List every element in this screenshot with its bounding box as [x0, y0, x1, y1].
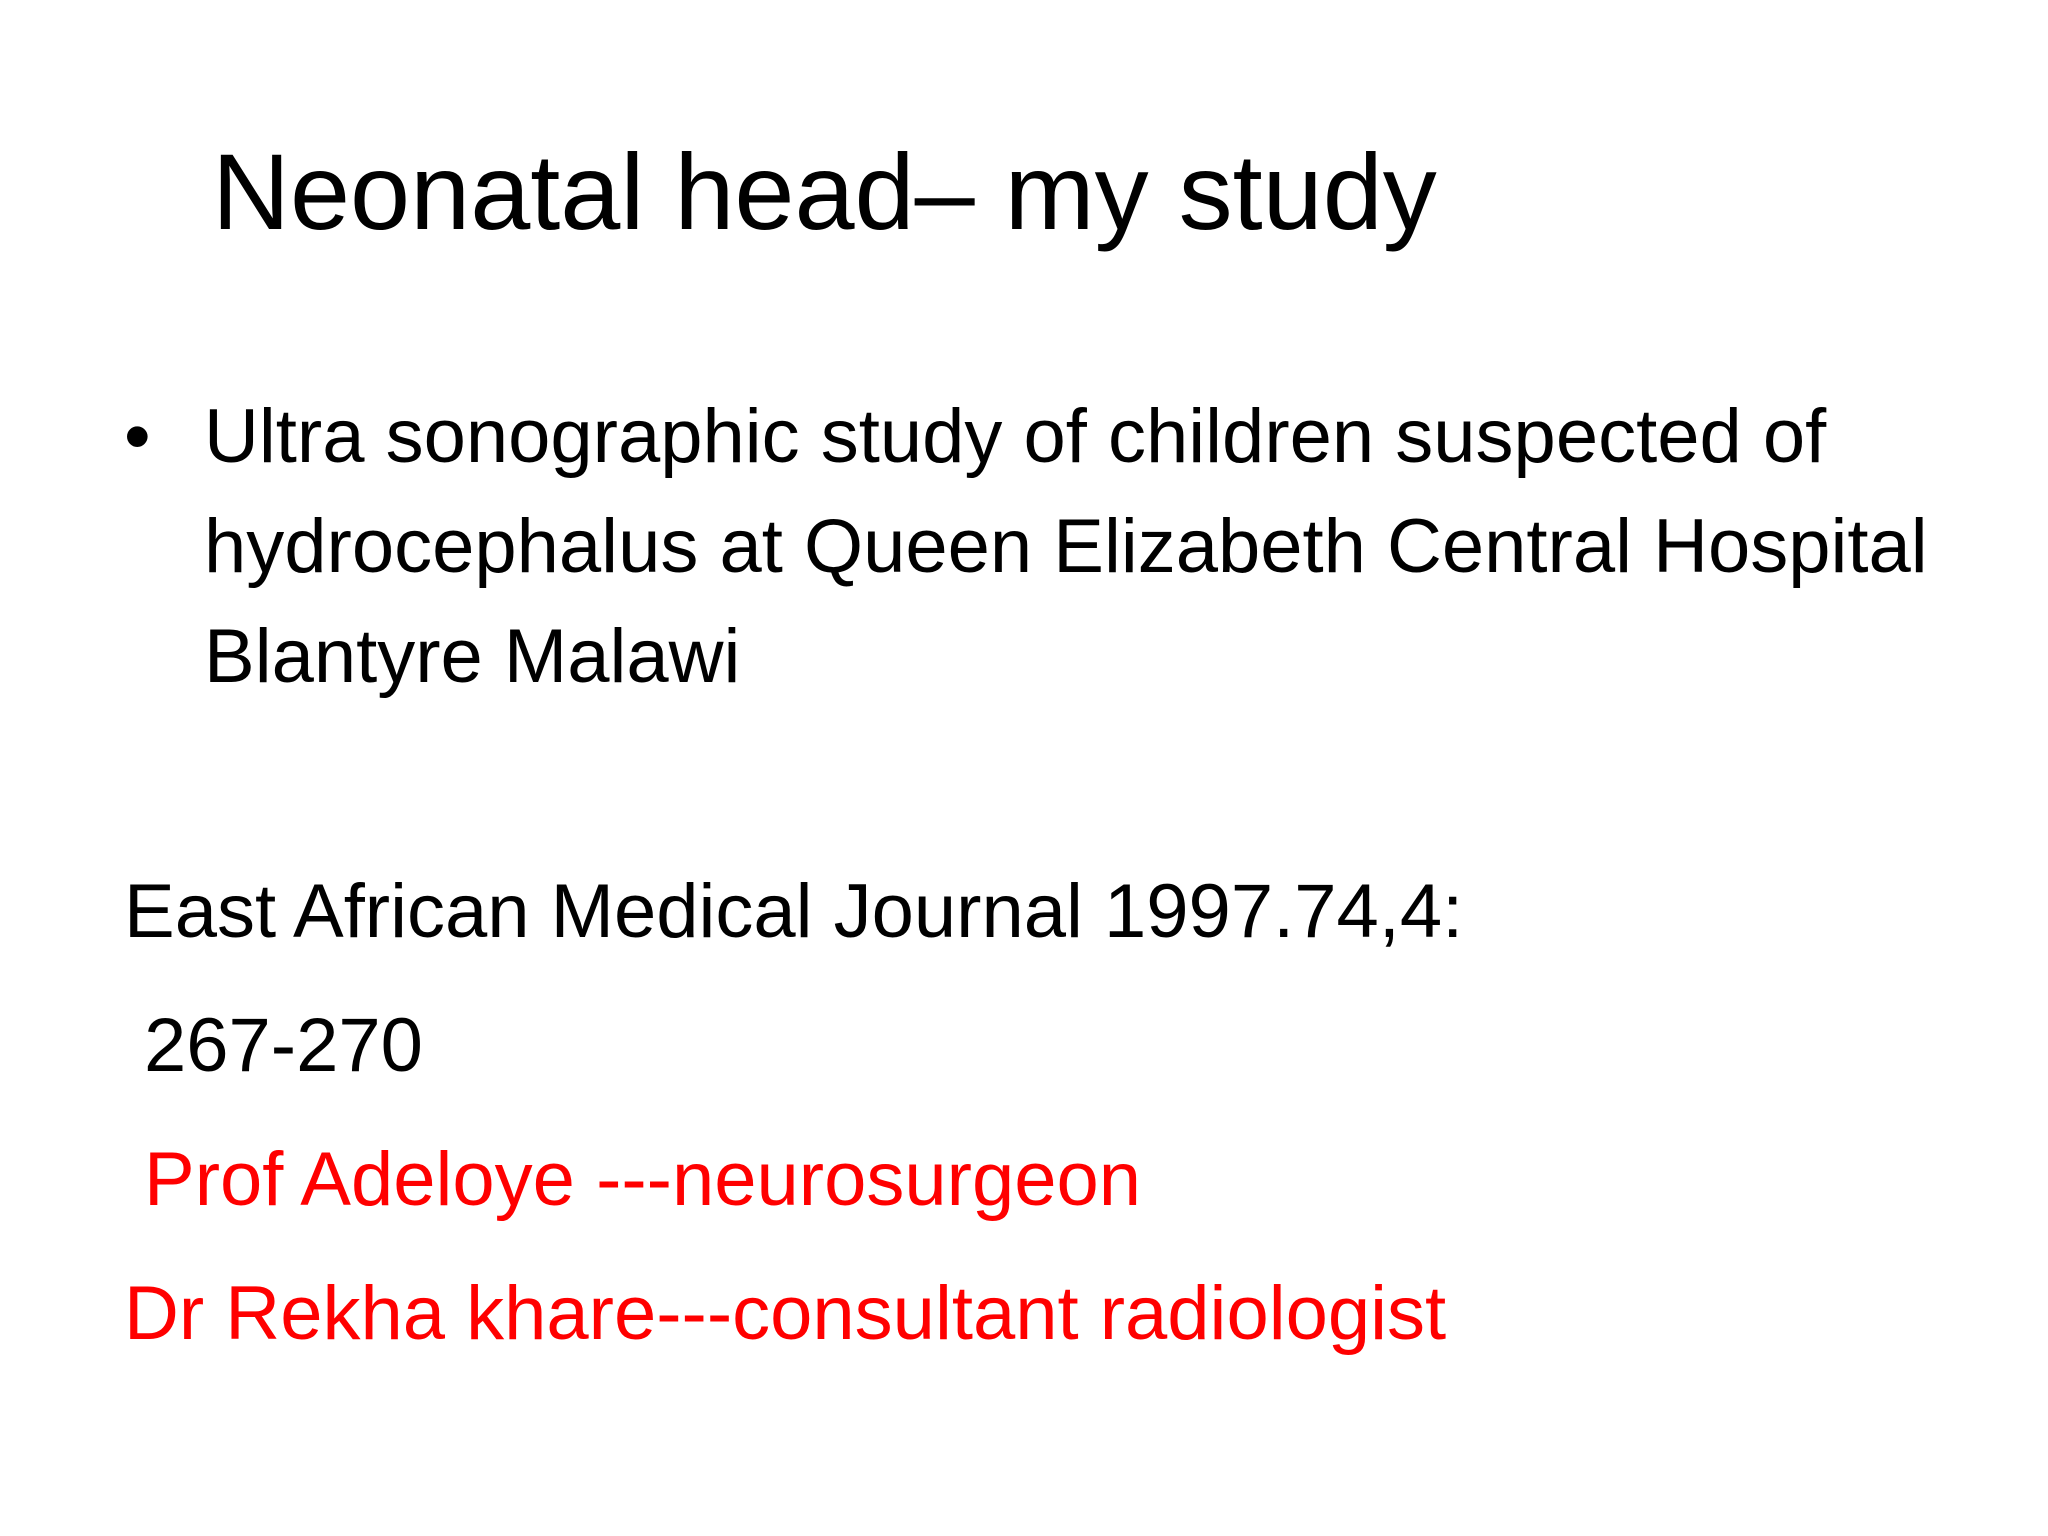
journal-pages: 267-270 — [144, 1003, 423, 1088]
bullet-icon: • — [124, 394, 151, 479]
author-line-2: Dr Rekha khare---consultant radiologist — [124, 1271, 1447, 1356]
journal-citation: East African Medical Journal 1997.74,4: — [124, 869, 1464, 954]
bullet-item — [124, 382, 1964, 712]
slide-title: Neonatal head– my study — [212, 131, 1437, 252]
author-line-1: Prof Adeloye ---neurosurgeon — [144, 1137, 1142, 1222]
bullet-text: Ultra sonographic study of children suspected of hydrocephalus at Queen Elizabeth Central Hospital Blantyre Malawi — [204, 394, 1928, 699]
